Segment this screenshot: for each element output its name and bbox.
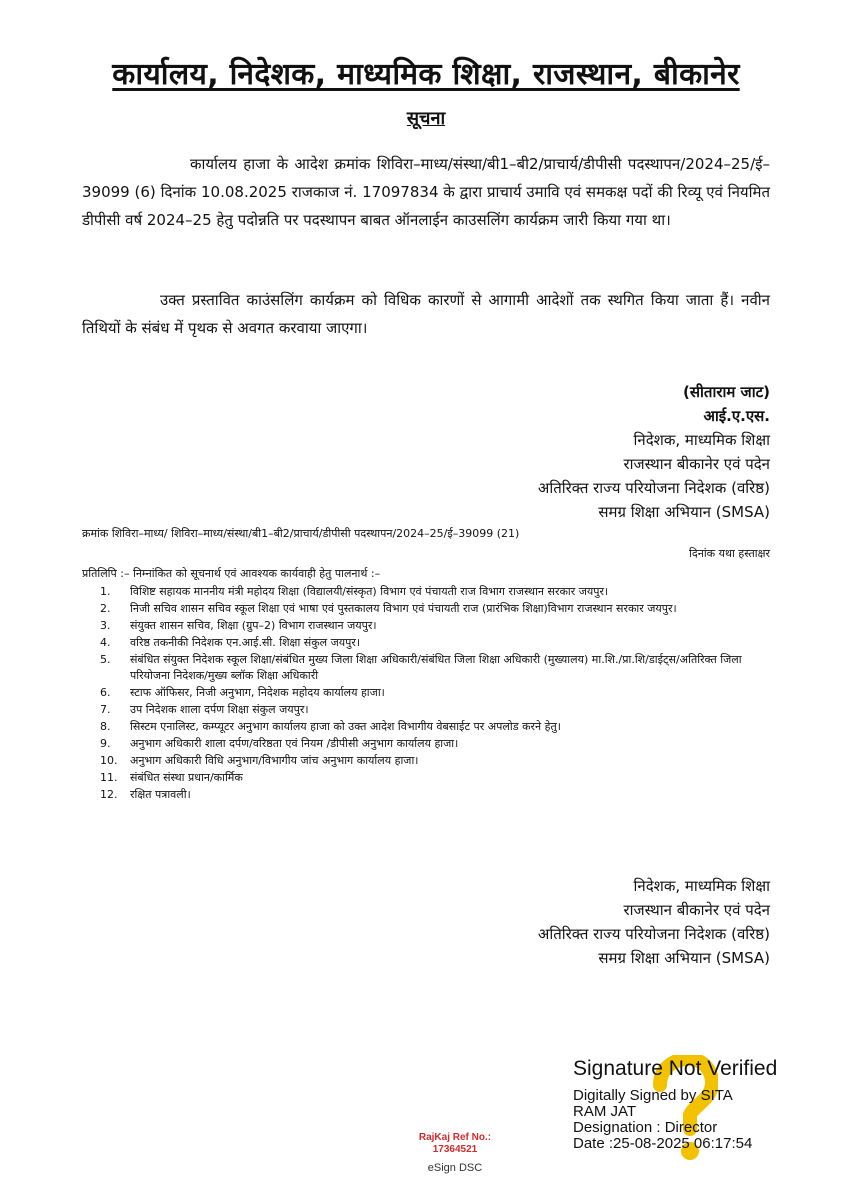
- signature-block-2: [538, 874, 770, 970]
- signatory-designation-1: निदेशक, माध्यमिक शिक्षा: [633, 877, 770, 895]
- list-item-number: 6.: [100, 686, 111, 699]
- list-item: [100, 770, 750, 786]
- list-item-text: विशिष्ट सहायक माननीय मंत्री महोदय शिक्षा (विद्यालयी/संस्कृत) विभाग एवं पंचायती राज विभाग राजस्थान सरकार जयपुर।: [130, 585, 609, 598]
- signature-block: [538, 380, 770, 524]
- signatory-designation-2: राजस्थान बीकानेर एवं पदेन: [623, 901, 770, 919]
- list-item-number: 11.: [100, 771, 118, 784]
- signatory-name: (सीताराम जाट): [683, 383, 770, 401]
- signature-date: Date :25-08-2025 06:17:54: [573, 1135, 753, 1152]
- list-item: [100, 584, 750, 600]
- signer-designation: Designation : Director: [573, 1119, 718, 1136]
- list-item: [100, 685, 750, 701]
- rajkaj-ref-label: RajKaj Ref No.:: [418, 1132, 492, 1143]
- signatory-designation-3: अतिरिक्त राज्य परियोजना निदेशक (वरिष्ठ): [537, 925, 770, 943]
- page-title: कार्यालय, निदेशक, माध्यमिक शिक्षा, राजस्थान, बीकानेर: [112, 57, 740, 92]
- signatory-designation-4: समग्र शिक्षा अभियान (SMSA): [598, 949, 770, 967]
- list-item: [100, 719, 750, 735]
- signatory-designation-1: निदेशक, माध्यमिक शिक्षा: [633, 431, 770, 449]
- list-item-number: 8.: [100, 720, 111, 733]
- rajkaj-reference: [410, 1132, 500, 1156]
- list-item-text: संबंधित संस्था प्रधान/कार्मिक: [130, 771, 243, 784]
- list-item: [100, 702, 750, 718]
- list-item-text: सिस्टम एनालिस्ट, कम्प्यूटर अनुभाग कार्यालय हाजा को उक्त आदेश विभागीय वेबसाईट पर अपलोड करने हेतु।: [130, 720, 561, 733]
- list-item: [100, 618, 750, 634]
- signatory-service: आई.ए.एस.: [703, 407, 770, 425]
- list-item-text: निजी सचिव शासन सचिव स्कूल शिक्षा एवं भाषा एवं पुस्तकालय विभाग एवं पंचायती राज (प्रारंभिक शिक्षा)विभाग राजस्थान सरकार जयपुर।: [130, 602, 677, 615]
- list-item-text: उप निदेशक शाला दर्पण शिक्षा संकुल जयपुर।: [130, 703, 309, 716]
- list-item-number: 2.: [100, 602, 111, 615]
- signatory-designation-3: अतिरिक्त राज्य परियोजना निदेशक (वरिष्ठ): [537, 479, 770, 497]
- list-item-text: संबंधित संयुक्त निदेशक स्कूल शिक्षा/संबंधित मुख्य जिला शिक्षा अधिकारी/संबंधित जिला शिक्षा अधिकारी (मुख्यालय) मा.शि./प्रा.शि/डाईट्स/अतिरिक्त जिला परियोजना निदेशक/मुख्य ब्लॉक शिक्षा अधिकारी: [130, 653, 742, 682]
- reference-number: क्रमांक शिविरा–माध्य/ शिविरा–माध्य/संस्था/बी1–बी2/प्राचार्य/डीपीसी पदस्थापन/2024–25/ई–39099 (21): [82, 527, 520, 540]
- list-item-number: 7.: [100, 703, 111, 716]
- digital-signature-block: [573, 1056, 843, 1152]
- list-item-text: स्टाफ ऑफिसर, निजी अनुभाग, निदेशक महोदय कार्यालय हाजा।: [130, 686, 385, 699]
- list-item-text: रक्षित पत्रावली।: [130, 788, 191, 801]
- list-item-number: 3.: [100, 619, 111, 632]
- list-item: [100, 787, 750, 803]
- notice-paragraph-1: कार्यालय हाजा के आदेश क्रमांक शिविरा–माध्य/संस्था/बी1–बी2/प्राचार्य/डीपीसी पदस्थापन/2024–25/ई–39099 (6) दिनांक 10.08.2025 राजकाज नं. 17097834 के द्वारा प्राचार्य उमावि एवं समकक्ष पदों की रिव्यू एवं नियमित डीपीसी वर्ष 2024–25 हेतु पदोन्नति पर पदस्थापन बाबत ऑनलाईन काउसलिंग कार्यक्रम जारी किया गया था।: [82, 155, 770, 229]
- list-item-number: 4.: [100, 636, 111, 649]
- signed-by-name: RAM JAT: [573, 1103, 637, 1120]
- notice-heading: सूचना: [406, 108, 446, 129]
- list-item-number: 9.: [100, 737, 111, 750]
- signatory-designation-4: समग्र शिक्षा अभियान (SMSA): [598, 503, 770, 521]
- reference-date: दिनांक यथा हस्ताक्षर: [689, 547, 770, 560]
- list-item-number: 12.: [100, 788, 118, 801]
- list-item-number: 5.: [100, 653, 111, 666]
- signatory-designation-2: राजस्थान बीकानेर एवं पदेन: [623, 455, 770, 473]
- copy-to-list: [100, 584, 750, 804]
- signature-status: Signature Not Verified: [573, 1057, 778, 1080]
- list-item-text: वरिष्ठ तकनीकी निदेशक एन.आई.सी. शिक्षा संकुल जयपुर।: [130, 636, 361, 649]
- signed-by-line: Digitally Signed by SITA: [573, 1087, 733, 1104]
- list-item-text: संयुक्त शासन सचिव, शिक्षा (ग्रुप–2) विभाग राजस्थान जयपुर।: [130, 619, 377, 632]
- notice-paragraph-2: उक्त प्रस्तावित काउंसलिंग कार्यक्रम को विधिक कारणों से आगामी आदेशों तक स्थगित किया जाता हैं। नवीन तिथियों के संबंध में पृथक से अवगत करवाया जाएगा।: [82, 291, 770, 337]
- list-item: [100, 652, 750, 684]
- list-item-number: 10.: [100, 754, 118, 767]
- list-item-text: अनुभाग अधिकारी विधि अनुभाग/विभागीय जांच अनुभाग कार्यालय हाजा।: [130, 754, 419, 767]
- list-item: [100, 736, 750, 752]
- list-item-number: 1.: [100, 585, 111, 598]
- list-item: [100, 601, 750, 617]
- copy-to-intro: प्रतिलिपि :– निम्नांकित को सूचनार्थ एवं आवश्यक कार्यवाही हेतु पालनार्थ :–: [82, 567, 381, 580]
- list-item: [100, 635, 750, 651]
- rajkaj-ref-number: 17364521: [432, 1144, 478, 1155]
- list-item-text: अनुभाग अधिकारी शाला दर्पण/वरिष्ठता एवं नियम /डीपीसी अनुभाग कार्यालय हाजा।: [130, 737, 459, 750]
- list-item: [100, 753, 750, 769]
- esign-dsc-label: eSign DSC: [427, 1162, 483, 1174]
